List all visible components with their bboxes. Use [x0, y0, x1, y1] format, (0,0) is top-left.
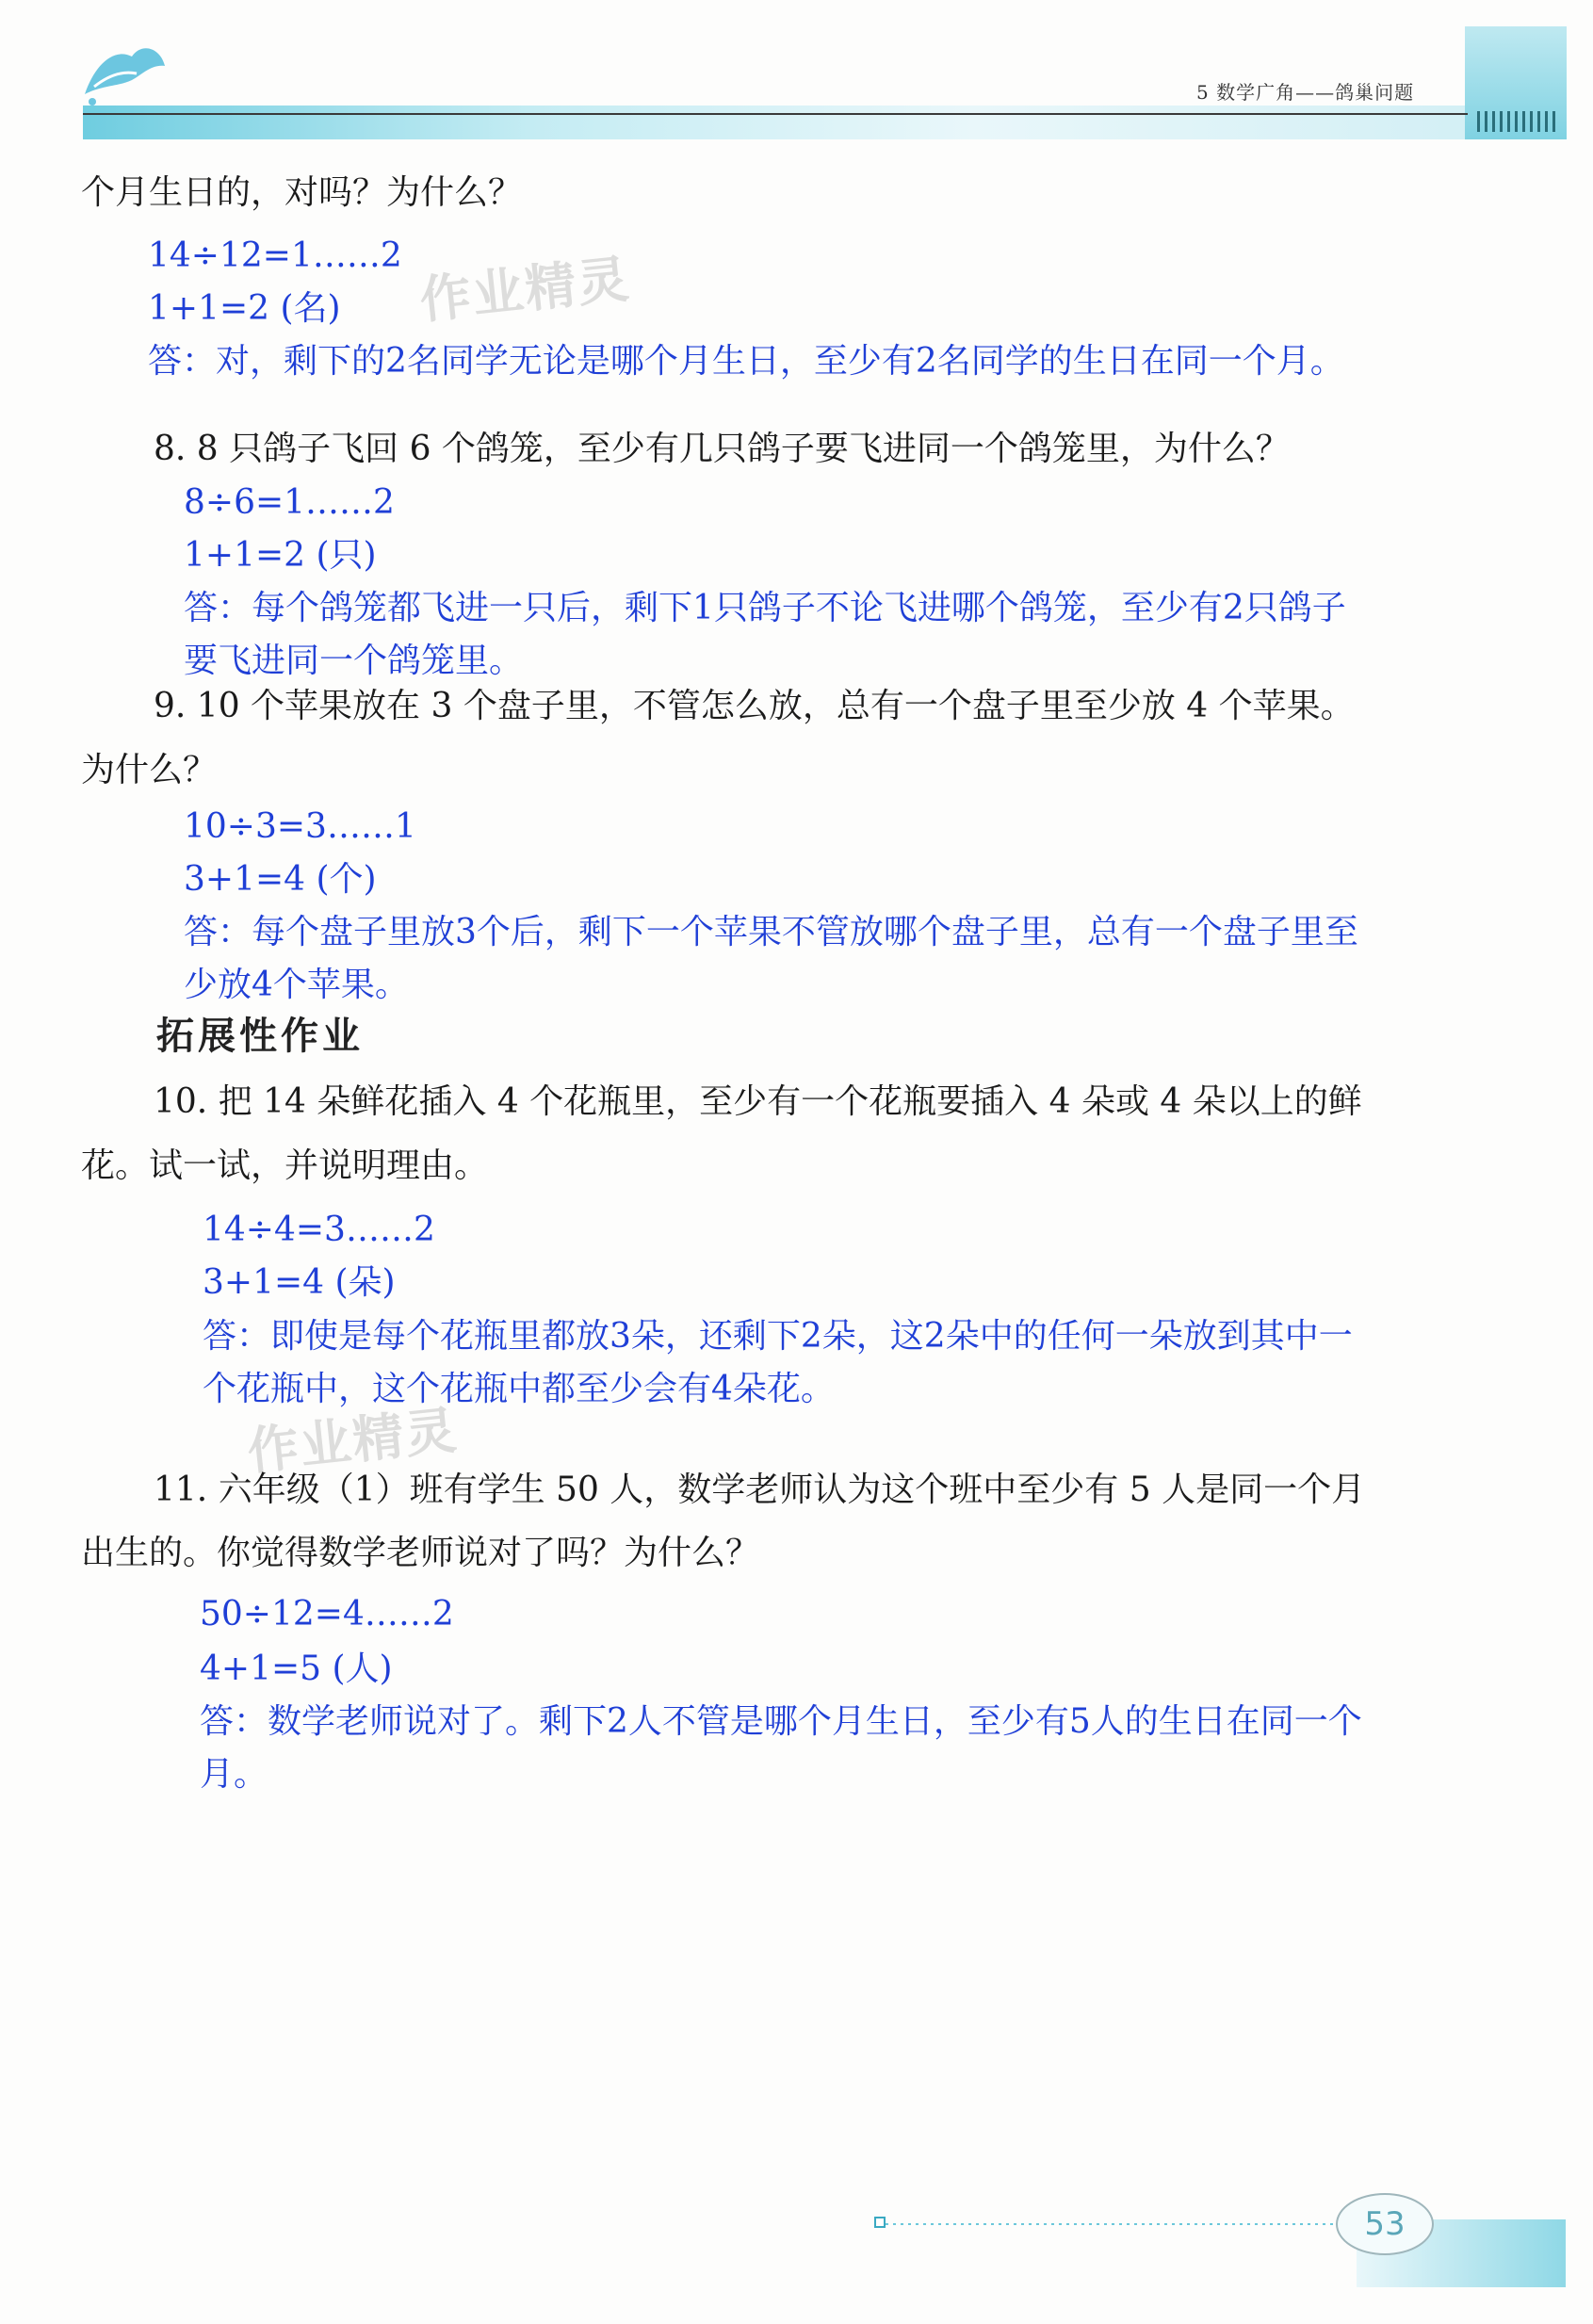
header-band	[83, 106, 1567, 139]
q9-calc-2: 3+1=4 (个)	[184, 860, 377, 899]
q11-question-2: 出生的。你觉得数学老师说对了吗？为什么？	[81, 1534, 760, 1572]
q8-answer-2: 要飞进同一个鸽笼里。	[184, 642, 524, 680]
q10-question-1: 10. 把 14 朵鲜花插入 4 个花瓶里，至少有一个花瓶要插入 4 朵或 4 朵以上的鲜	[154, 1082, 1362, 1121]
q11-answer-1: 答：数学老师说对了。剩下2人不管是哪个月生日，至少有5人的生日在同一个	[200, 1702, 1362, 1741]
q9-calc-1: 10÷3=3……1	[184, 807, 416, 846]
q7-calc-1: 14÷12=1……2	[148, 236, 402, 275]
q8-calc-2: 1+1=2 (只)	[184, 536, 377, 575]
section-heading: 拓展性作业	[156, 1015, 364, 1058]
q7-question-cont: 个月生日的，对吗？为什么？	[81, 173, 523, 212]
page-number	[1336, 2193, 1434, 2255]
q10-calc-2: 3+1=4 (朵)	[203, 1263, 396, 1302]
q9-question-1: 9. 10 个苹果放在 3 个盘子里，不管怎么放，总有一个盘子里至少放 4 个苹果。	[154, 687, 1355, 725]
q9-answer-1: 答：每个盘子里放3个后，剩下一个苹果不管放哪个盘子里，总有一个盘子里至	[184, 913, 1358, 951]
q10-answer-2: 个花瓶中，这个花瓶中都至少会有4朵花。	[203, 1370, 835, 1408]
header-rule	[83, 113, 1468, 115]
bird-logo-icon	[75, 28, 170, 108]
q8-calc-1: 8÷6=1……2	[184, 483, 395, 522]
watermark: 作业精灵	[416, 249, 634, 331]
q11-calc-1: 50÷12=4……2	[200, 1595, 454, 1633]
q10-calc-1: 14÷4=3……2	[203, 1211, 435, 1249]
q7-answer: 答：对，剩下的2名同学无论是哪个月生日，至少有2名同学的生日在同一个月。	[148, 342, 1344, 381]
q9-answer-2: 少放4个苹果。	[184, 966, 409, 1004]
watermark: 作业精灵	[244, 1400, 462, 1482]
q11-calc-2: 4+1=5 (人)	[200, 1650, 393, 1688]
header-stripes	[1477, 111, 1560, 132]
page-number-text: 53	[1364, 2205, 1406, 2243]
q8-answer-1: 答：每个鸽笼都飞进一只后，剩下1只鸽子不论飞进哪个鸽笼，至少有2只鸽子	[184, 589, 1346, 627]
q8-question: 8. 8 只鸽子飞回 6 个鸽笼，至少有几只鸽子要飞进同一个鸽笼里，为什么？	[154, 430, 1290, 468]
q10-answer-1: 答：即使是每个花瓶里都放3朵，还剩下2朵，这2朵中的任何一朵放到其中一	[203, 1317, 1353, 1356]
q7-calc-2: 1+1=2 (名)	[148, 289, 341, 328]
q11-answer-2: 月。	[200, 1755, 268, 1794]
q11-question-1: 11. 六年级（1）班有学生 50 人，数学老师认为这个班中至少有 5 人是同一个月	[154, 1471, 1366, 1509]
q9-question-2: 为什么？	[81, 751, 218, 789]
q10-question-2: 花。试一试，并说明理由。	[81, 1146, 489, 1185]
chapter-title: 5 数学广角——鸽巢问题	[1196, 81, 1415, 104]
footer-dotted-rule	[886, 2223, 1338, 2225]
footer-square-icon	[874, 2217, 886, 2228]
